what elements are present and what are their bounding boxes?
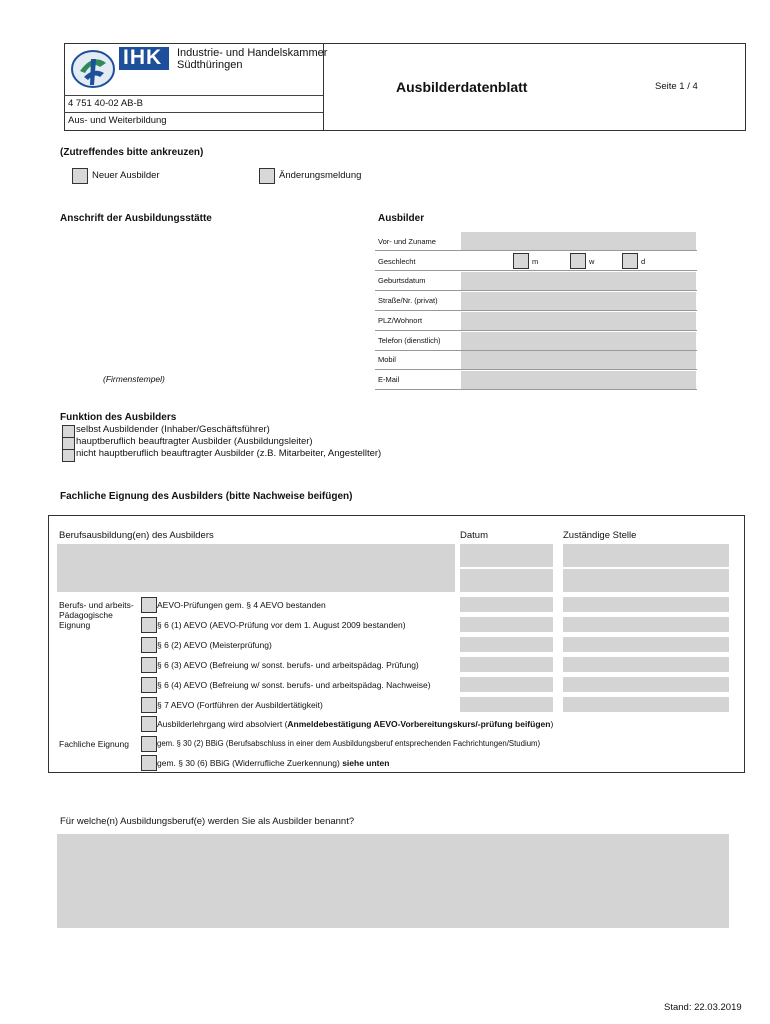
col-authority-header: Zuständige Stelle [563,530,637,541]
aevo-course-close: ) [550,719,554,729]
row-line [375,389,697,390]
name-field[interactable] [461,232,696,250]
row-line [375,270,697,271]
aevo-4-checkbox[interactable] [141,597,157,613]
phone-field[interactable] [461,332,696,350]
aevo-7-date[interactable] [460,697,553,712]
aevo-4-label: AEVO-Prüfungen gem. § 4 AEVO bestanden [157,600,326,610]
aevo-4-authority[interactable] [563,597,729,612]
name-label: Vor- und Zuname [378,237,436,246]
aevo-6-3-authority[interactable] [563,657,729,672]
row-line [375,250,697,251]
form-code: 4 751 40-02 AB-B [68,98,143,109]
select-instruction: (Zutreffendes bitte ankreuzen) [60,147,204,158]
aevo-6-2-authority[interactable] [563,637,729,652]
aevo-4-date[interactable] [460,597,553,612]
aevo-course-text: Ausbilderlehrgang wird absolviert ( [157,719,288,729]
qualification-title: Fachliche Eignung des Ausbilders (bitte Nachweise beifügen) [60,491,353,502]
authority-field-2[interactable] [563,569,729,592]
row-line [375,290,697,291]
address-title: Anschrift der Ausbildungsstätte [60,213,212,224]
city-label: PLZ/Wohnort [378,316,423,325]
date-field-2[interactable] [460,569,553,592]
gender-d-checkbox[interactable] [622,253,638,269]
aevo-6-4-label: § 6 (4) AEVO (Befreiung w/ sonst. berufs- und arbeitspädag. Nachweise) [157,680,431,690]
birthdate-label: Geburtsdatum [378,276,426,285]
function-owner-label: selbst Ausbildender (Inhaber/Geschäftsführer) [76,424,270,435]
gender-d-label: d [641,257,646,266]
appointed-question: Für welche(n) Ausbildungsberuf(e) werden Sie als Ausbilder benannt? [60,816,355,827]
function-title: Funktion des Ausbilders [60,412,177,423]
bbig-30-6-text: gem. § 30 (6) BBiG (Widerrufliche Zuerkennung) [157,758,343,768]
aevo-6-3-label: § 6 (3) AEVO (Befreiung w/ sonst. berufs- und arbeitspädag. Prüfung) [157,660,419,670]
function-parttime-label: nicht hauptberuflich beauftragter Ausbilder (z.B. Mitarbeiter, Angestellter) [76,448,382,459]
bbig-30-6-checkbox[interactable] [141,755,157,771]
pedagogic-label-1: Berufs- und arbeits- [59,600,134,610]
row-line [375,310,697,311]
gender-m-checkbox[interactable] [513,253,529,269]
aevo-6-1-date[interactable] [460,617,553,632]
trainer-title: Ausbilder [378,213,425,224]
page-title: Ausbilderdatenblatt [396,79,528,95]
aevo-6-1-label: § 6 (1) AEVO (AEVO-Prüfung vor dem 1. August 2009 bestanden) [157,620,406,630]
bbig-30-6-bold: siehe unten [342,758,390,768]
bbig-30-2-checkbox[interactable] [141,736,157,752]
bbig-30-6-label [157,758,389,768]
aevo-7-label: § 7 AEVO (Fortführen der Ausbildertätigkeit) [157,700,323,710]
mobile-label: Mobil [378,355,396,364]
mobile-field[interactable] [461,351,696,369]
pedagogic-label-3: Eignung [59,620,91,630]
change-notice-label: Änderungsmeldung [279,170,362,181]
training-field[interactable] [57,544,455,592]
aevo-6-2-date[interactable] [460,637,553,652]
gender-w-checkbox[interactable] [570,253,586,269]
change-notice-checkbox[interactable] [259,168,275,184]
email-label: E-Mail [378,375,400,384]
new-trainer-label: Neuer Ausbilder [92,170,160,181]
function-fulltime-label: hauptberuflich beauftragter Ausbilder (Ausbildungsleiter) [76,436,313,447]
technical-label: Fachliche Eignung [59,739,129,749]
aevo-course-checkbox[interactable] [141,716,157,732]
phone-label: Telefon (dienstlich) [378,336,441,345]
aevo-6-4-date[interactable] [460,677,553,692]
new-trainer-checkbox[interactable] [72,168,88,184]
aevo-7-authority[interactable] [563,697,729,712]
header-divider-h1 [64,95,323,96]
birthdate-field[interactable] [461,272,696,290]
aevo-course-label [157,719,553,729]
aevo-6-2-checkbox[interactable] [141,637,157,653]
company-stamp-label: (Firmenstempel) [103,374,165,384]
row-line [375,330,697,331]
ihk-emblem-icon [70,47,116,91]
aevo-6-2-label: § 6 (2) AEVO (Meisterprüfung) [157,640,272,650]
authority-field-1[interactable] [563,544,729,567]
aevo-6-4-checkbox[interactable] [141,677,157,693]
org-name-line1: Industrie- und Handelskammer [177,47,328,59]
pedagogic-label-2: Pädagogische [59,610,113,620]
appointed-field[interactable] [57,834,729,928]
aevo-6-3-date[interactable] [460,657,553,672]
department: Aus- und Weiterbildung [68,115,167,126]
function-parttime-checkbox[interactable] [62,449,75,462]
gender-w-label: w [589,257,595,266]
gender-m-label: m [532,257,539,266]
aevo-6-1-authority[interactable] [563,617,729,632]
bbig-30-2-label: gem. § 30 (2) BBiG (Berufsabschluss in einer dem Ausbildungsberuf entsprechenden Fachrichtungen/Studium) [157,739,541,748]
page-number: Seite 1 / 4 [655,81,698,92]
col-training-header: Berufsausbildung(en) des Ausbilders [59,530,214,541]
org-name-line2: Südthüringen [177,59,243,71]
aevo-7-checkbox[interactable] [141,697,157,713]
aevo-6-4-authority[interactable] [563,677,729,692]
aevo-6-3-checkbox[interactable] [141,657,157,673]
aevo-6-1-checkbox[interactable] [141,617,157,633]
ihk-logo-text: IHK [123,46,163,69]
date-field-1[interactable] [460,544,553,567]
street-label: Straße/Nr. (privat) [378,296,438,305]
row-line [375,369,697,370]
city-field[interactable] [461,312,696,330]
gender-label: Geschlecht [378,257,416,266]
email-field[interactable] [461,371,696,389]
aevo-course-bold: Anmeldebestätigung AEVO-Vorbereitungskurs/-prüfung beifügen [287,719,551,729]
street-field[interactable] [461,292,696,310]
footer-date: Stand: 22.03.2019 [664,1002,742,1013]
header-divider-h2 [64,112,323,113]
col-date-header: Datum [460,530,488,541]
